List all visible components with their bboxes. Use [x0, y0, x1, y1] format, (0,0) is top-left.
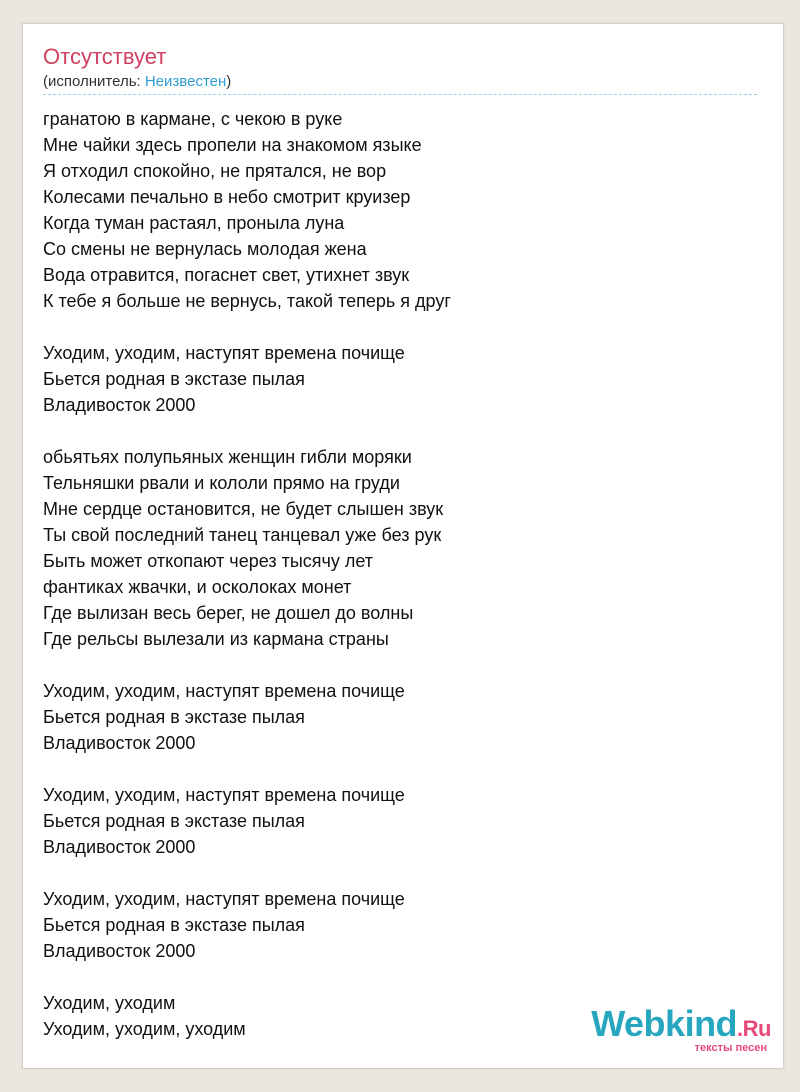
- lyrics-line: фантиках жвачки, и осколоках монет: [43, 577, 352, 597]
- lyrics-body: [43, 106, 763, 1068]
- lyrics-line: Когда туман растаял, проныла луна: [43, 213, 345, 233]
- artist-link[interactable]: Неизвестен: [144, 73, 227, 90]
- logo-tld: .Ru: [737, 1016, 771, 1041]
- lyrics-stanza: [43, 106, 763, 314]
- lyrics-stanza: [43, 340, 763, 418]
- lyrics-line: Уходим, уходим, уходим: [43, 1019, 246, 1039]
- lyrics-line: Уходим, уходим, наступят времена почище: [43, 681, 405, 701]
- lyrics-line: Вода отравится, погаснет свет, утихнет звук: [43, 265, 410, 285]
- lyrics-line: Бьется родная в экстазе пылая: [43, 369, 305, 389]
- lyrics-line: Ты свой последний танец танцевал уже без рук: [43, 525, 442, 545]
- lyrics-stanza: [43, 678, 763, 756]
- lyrics-line: К тебе я больше не вернусь, такой теперь я друг: [43, 291, 451, 311]
- song-title: Отсутствует: [43, 44, 167, 69]
- logo-wordmark: [591, 1003, 771, 1047]
- artist-line: [43, 73, 231, 91]
- lyrics-line: обьятьях полупьяных женщин гибли моряки: [43, 447, 412, 467]
- lyrics-line: Уходим, уходим: [43, 993, 176, 1013]
- lyrics-stanza: [43, 782, 763, 860]
- artist-suffix: ): [226, 73, 232, 90]
- lyrics-line: Бьется родная в экстазе пылая: [43, 811, 305, 831]
- lyrics-card: [22, 23, 784, 1069]
- site-logo[interactable]: [581, 1003, 771, 1054]
- lyrics-line: Уходим, уходим, наступят времена почище: [43, 889, 405, 909]
- lyrics-stanza: [43, 886, 763, 964]
- lyrics-line: Уходим, уходим, наступят времена почище: [43, 343, 405, 363]
- lyrics-line: Я отходил спокойно, не прятался, не вор: [43, 161, 387, 181]
- lyrics-line: Быть может откопают через тысячу лет: [43, 551, 374, 571]
- lyrics-line: Бьется родная в экстазе пылая: [43, 707, 305, 727]
- artist-prefix: (исполнитель:: [43, 73, 145, 90]
- lyrics-line: Уходим, уходим, наступят времена почище: [43, 785, 405, 805]
- lyrics-line: Тельняшки рвали и кололи прямо на груди: [43, 473, 400, 493]
- lyrics-line: гранатою в кармане, с чекою в руке: [43, 109, 343, 129]
- logo-main-text: Webkind: [591, 1003, 738, 1044]
- lyrics-line: Мне сердце остановится, не будет слышен звук: [43, 499, 444, 519]
- lyrics-stanza: [43, 444, 763, 652]
- logo-tagline: тексты песен: [694, 1042, 767, 1054]
- lyrics-line: Владивосток 2000: [43, 837, 196, 857]
- lyrics-line: Владивосток 2000: [43, 733, 196, 753]
- lyrics-line: Со смены не вернулась молодая жена: [43, 239, 367, 259]
- lyrics-line: Колесами печально в небо смотрит круизер: [43, 187, 411, 207]
- lyrics-line: Владивосток 2000: [43, 395, 196, 415]
- lyrics-line: Мне чайки здесь пропели на знакомом языке: [43, 135, 422, 155]
- lyrics-line: Где рельсы вылезали из кармана страны: [43, 629, 389, 649]
- lyrics-line: Где вылизан весь берег, не дошел до волны: [43, 603, 414, 623]
- title-divider: [43, 94, 757, 95]
- lyrics-line: Бьется родная в экстазе пылая: [43, 915, 305, 935]
- lyrics-line: Владивосток 2000: [43, 941, 196, 961]
